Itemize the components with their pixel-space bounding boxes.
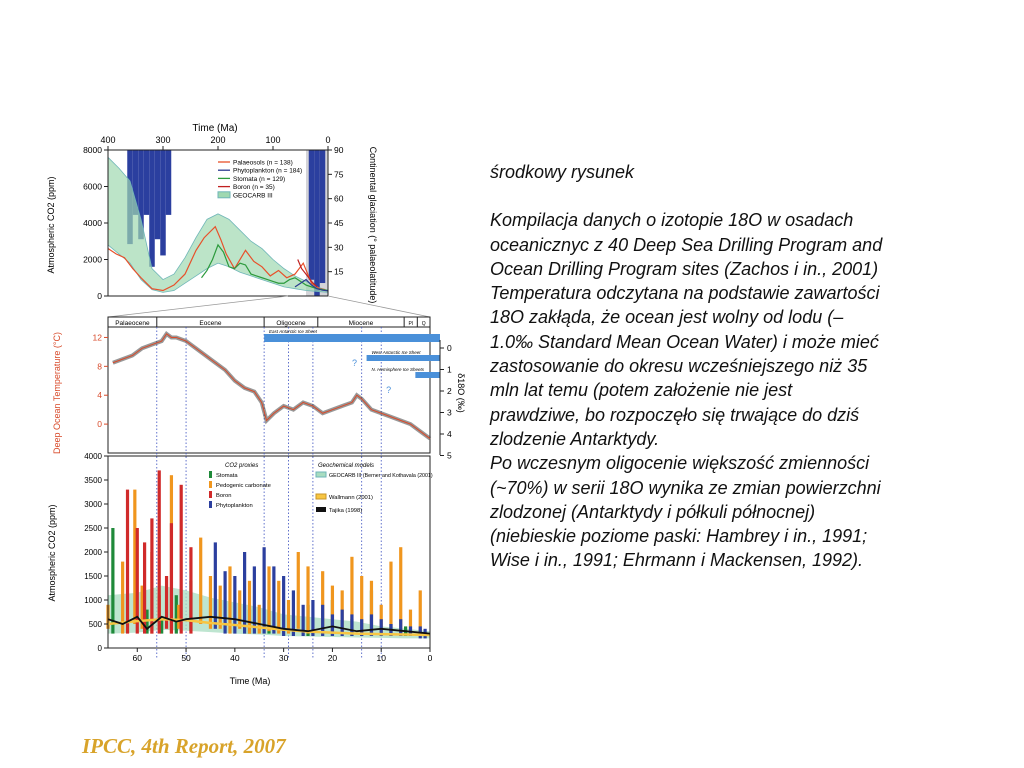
legend-swatch	[209, 471, 212, 478]
legend-label: Wallmann (2001)	[329, 495, 373, 501]
top-y2-axis-label: Continental glaciation (° palaeolatitude)	[368, 146, 378, 304]
middle-y-axis-label: Deep Ocean Temperature (°C)	[52, 332, 62, 454]
glaciation-bar	[160, 150, 166, 255]
legend-title: Geochemical models	[318, 463, 375, 469]
y2-tick-label: 75	[334, 169, 344, 180]
y-tick-label: 4	[97, 390, 102, 401]
caption-line: Ocean Drilling Program sites (Zachos i in., 2001)	[490, 258, 879, 279]
ice-sheet-bar	[264, 334, 440, 342]
proxy-bar	[306, 566, 309, 633]
y-tick-label: 8000	[83, 145, 102, 155]
y2-tick-label: 45	[334, 218, 344, 228]
x-tick-label: 10	[376, 653, 386, 663]
x-tick-label: 60	[132, 653, 143, 663]
middle-y2-axis-label: δ18O (‰)	[456, 373, 466, 413]
y2-tick-label: 0	[447, 343, 452, 353]
y-tick-label: 8	[97, 361, 102, 372]
proxy-bar	[282, 576, 285, 636]
co2-temperature-figure	[40, 110, 466, 690]
caption-line: Wise i in., 1991; Ehrmann i Mackensen, 1992).	[490, 550, 864, 571]
caption-line: zastosowanie do okresu wcześniejszego niż 35	[490, 356, 868, 377]
proxy-bar	[158, 470, 161, 633]
glaciation-bar	[144, 150, 150, 215]
caption-line: Kompilacja danych o izotopie 18O w osadach	[490, 210, 854, 231]
y-tick-label: 1000	[84, 596, 102, 605]
x-tick-label: 0	[325, 135, 331, 145]
question-mark: ?	[386, 385, 392, 395]
y-tick-label: 4000	[84, 452, 102, 461]
proxy-bar	[219, 586, 222, 629]
x-tick-label: 200	[210, 135, 226, 145]
proxy-bar	[389, 562, 392, 634]
caption-line: Temperatura odczytana na podstawie zawartości	[490, 283, 880, 304]
x-tick-label: 40	[230, 653, 240, 663]
bottom-x-axis-label: Time (Ma)	[229, 676, 271, 686]
ice-sheet-bar	[367, 355, 440, 361]
question-mark: ?	[351, 358, 357, 368]
glaciation-bar	[309, 150, 315, 280]
glaciation-bar	[166, 150, 172, 215]
caption-line: prawdziwe, bo rozpoczęło się trwające do dziś	[490, 404, 860, 425]
y-tick-label: 0	[97, 419, 102, 430]
x-tick-label: 20	[327, 653, 338, 663]
epoch-label: Eocene	[199, 320, 222, 327]
proxy-bar	[214, 542, 217, 628]
proxy-bar	[297, 552, 300, 629]
y-tick-label: 12	[92, 332, 102, 343]
caption-line: oceanicznyc z 40 Deep Sea Drilling Program and	[490, 234, 883, 255]
legend-label: Palaeosols (n = 138)	[233, 159, 293, 167]
legend-label: Phytoplankton	[216, 503, 253, 509]
epoch-label: Palaeocene	[115, 320, 150, 327]
legend-label: Boron	[216, 493, 232, 499]
glaciation-bar	[320, 150, 326, 283]
legend-swatch	[316, 472, 326, 477]
x-tick-label: 30	[278, 653, 289, 663]
y2-tick-label: 3	[447, 407, 452, 418]
x-tick-label: 100	[265, 135, 281, 145]
legend-label: GEOCARB III (Berner and Kothavala (2001)	[329, 473, 433, 479]
ice-sheet-bar	[415, 372, 440, 378]
y-tick-label: 500	[88, 620, 102, 629]
ice-sheet-label: N. Hemisphere Ice Sheets	[371, 367, 424, 372]
connector-line	[328, 296, 430, 317]
bottom-co2-chart	[84, 452, 433, 663]
caption-spacer	[490, 184, 990, 208]
legend-label: Stomata (n = 129)	[233, 175, 286, 183]
caption-line: zlodzenie Antarktydy.	[490, 428, 660, 449]
proxy-bar	[150, 518, 153, 633]
legend-swatch	[316, 507, 326, 512]
proxy-bar	[126, 490, 129, 634]
mid-plot-frame	[108, 327, 430, 453]
y-tick-label: 2500	[84, 524, 102, 533]
epoch-label: Pl	[408, 321, 413, 327]
legend-label: Stomata	[216, 473, 238, 479]
y2-tick-label: 90	[334, 145, 344, 155]
epoch-label: Q	[421, 321, 426, 327]
top-x-axis-label: Time (Ma)	[192, 123, 238, 134]
x-tick-label: 50	[181, 653, 191, 663]
y-tick-label: 2000	[83, 254, 102, 265]
legend-label: Tajika (1998)	[329, 508, 363, 514]
connector-line	[108, 296, 288, 317]
y-tick-label: 0	[97, 291, 102, 301]
legend-label: Pedogenic carbonate	[216, 483, 271, 489]
proxy-bar	[111, 528, 114, 634]
caption-block	[490, 160, 990, 573]
top-co2-chart	[83, 135, 344, 301]
top-y-axis-label: Atmospheric CO2 (ppm)	[46, 176, 56, 274]
caption-line: zlodzonej (Antarktydy i półkuli północnej)	[490, 501, 816, 522]
epoch-label: Miocene	[348, 320, 374, 327]
legend-title: CO2 proxies	[225, 463, 259, 469]
legend-swatch	[209, 501, 212, 508]
y2-tick-label: 15	[334, 266, 344, 277]
y2-tick-label: 2	[447, 386, 452, 396]
proxy-bar	[263, 547, 266, 633]
y-tick-label: 3000	[84, 500, 102, 509]
caption-line: 18O zakłąda, że ocean jest wolny od lodu (–	[490, 307, 844, 328]
y2-tick-label: 60	[334, 193, 344, 204]
ice-sheet-label: West Antarctic Ice Sheet	[371, 350, 421, 355]
y2-tick-label: 1	[447, 364, 452, 375]
legend-swatch	[218, 192, 230, 198]
proxy-bar	[272, 566, 275, 633]
y2-tick-label: 30	[334, 242, 344, 253]
y-tick-label: 0	[97, 644, 102, 653]
caption-line: mln lat temu (potem założenie nie jest	[490, 380, 793, 401]
x-tick-label: 400	[100, 135, 116, 145]
legend-swatch	[209, 491, 212, 498]
proxy-bar	[165, 576, 168, 629]
proxy-bar	[258, 605, 261, 634]
glaciation-bar	[155, 150, 161, 239]
caption-line: (niebieskie poziome paski: Hambrey i in., 1991;	[490, 526, 868, 547]
y-tick-label: 4000	[83, 218, 102, 228]
ice-sheet-label: East Antarctic Ice Sheet	[269, 329, 317, 334]
legend-swatch	[316, 494, 326, 499]
proxy-bar	[277, 581, 280, 634]
caption-line: Po wczesnym oligocenie większość zmienności	[490, 453, 870, 474]
legend-label: Boron (n = 35)	[233, 184, 275, 192]
y-tick-label: 3500	[84, 476, 102, 485]
x-tick-label: 300	[155, 135, 171, 145]
caption-line: 1.0‰ Standard Mean Ocean Water) i może mieć	[490, 331, 879, 352]
proxy-bar	[238, 590, 241, 628]
legend-label: Phytoplankton (n = 184)	[233, 167, 303, 175]
figure	[40, 110, 466, 690]
y2-tick-label: 4	[447, 429, 452, 439]
caption-line: (~70%) w serii 18O wynika ze zmian powierzchni	[490, 477, 881, 498]
caption-heading: środkowy rysunek	[490, 162, 635, 182]
x-tick-label: 0	[427, 653, 433, 663]
glaciation-bar	[314, 150, 320, 296]
y2-tick-label: 5	[447, 450, 452, 461]
proxy-bar	[170, 523, 173, 633]
y-tick-label: 2000	[84, 548, 102, 557]
epoch-label: Oligocene	[276, 320, 306, 327]
y-tick-label: 6000	[83, 181, 102, 192]
legend-label: GEOCARB III	[233, 192, 273, 200]
bottom-y-axis-label: Atmospheric CO2 (ppm)	[47, 504, 57, 602]
proxy-bar	[209, 576, 212, 629]
proxy-bar	[180, 485, 183, 634]
legend-swatch	[209, 481, 212, 488]
proxy-bar	[199, 538, 202, 624]
source-citation: IPCC, 4th Report, 2007	[82, 734, 286, 758]
y-tick-label: 1500	[84, 572, 102, 581]
proxy-bar	[267, 566, 270, 631]
glaciation-bar	[149, 150, 155, 267]
